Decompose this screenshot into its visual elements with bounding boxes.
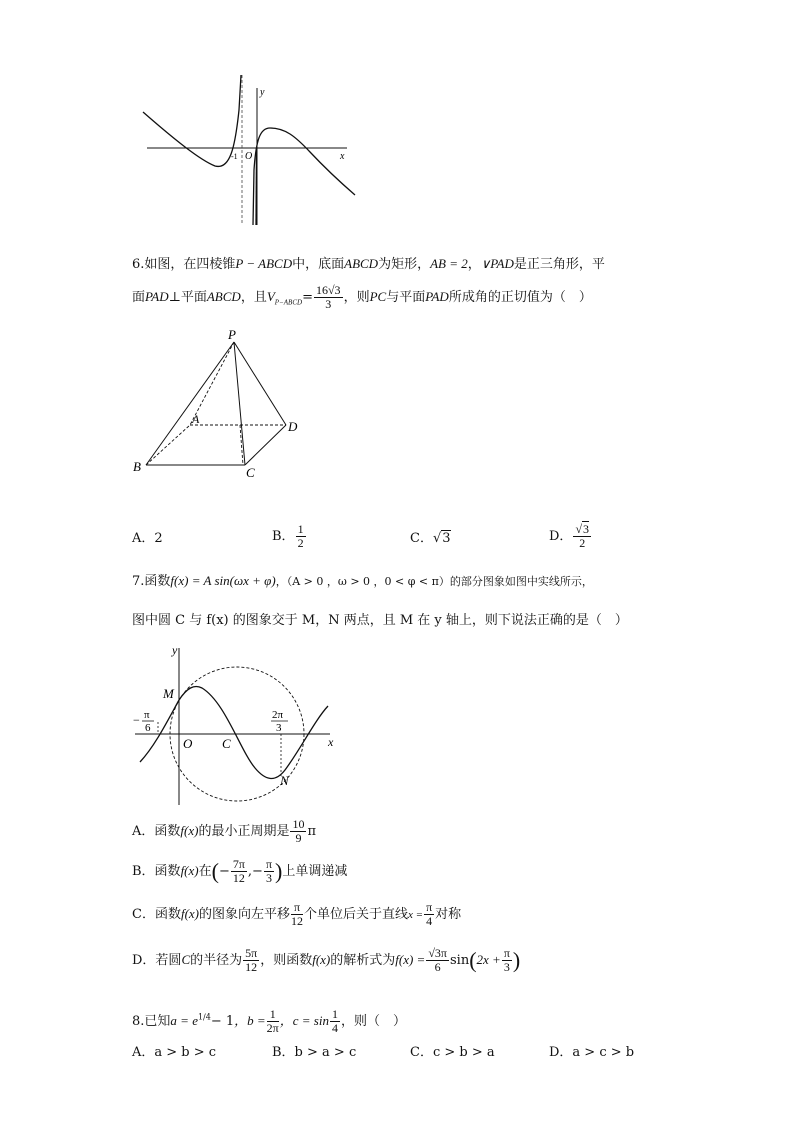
neg-sign: − xyxy=(133,713,140,727)
two-pi-num: 2π xyxy=(272,709,284,721)
q7-option-d[interactable]: D．若圆C的半径为 $\frac{5\pi}{12}$ ，则函数f(x)的解析式为f(x) = $\frac{√3\pi}{6}$ sin(2x + $\frac{\pi}{3}$ ) xyxy=(132,946,521,974)
neg-one-label: -1 xyxy=(231,152,238,161)
x-label: x xyxy=(328,735,334,749)
neg-pi-num: π xyxy=(144,709,150,721)
sine-circle-figure xyxy=(130,640,340,808)
q8-line: 8.已知$a = e^{1/4}- 1$，b = $\frac{1}{2\pi}$ ，c = sin $\frac{1}{4}$ ，则（ ） xyxy=(132,1007,406,1035)
q7-number: 7. xyxy=(132,574,145,589)
q6-option-c[interactable]: C．√3 xyxy=(410,531,451,546)
q6-line1: 6.如图，在四棱锥P − ABCD中，底面ABCD为矩形，AB = 2，∨PAD是正三角形，平 xyxy=(132,256,605,272)
point-m: M xyxy=(163,686,174,701)
vertex-a: A xyxy=(192,412,200,426)
x-label: x xyxy=(340,151,345,162)
center-c: C xyxy=(222,736,231,751)
q8-option-b[interactable]: B．b > a > c xyxy=(272,1045,357,1060)
function-graph-1 xyxy=(135,70,365,230)
q6-number: 6. xyxy=(132,257,145,272)
q7-option-c[interactable]: C．函数f(x)的图象向左平移 $\frac{\pi}{12}$ 个单位后关于直线x = $\frac{\pi}{4}$ 对称 xyxy=(132,900,462,928)
q8-option-d[interactable]: D．a > c > b xyxy=(549,1045,635,1060)
q6-option-b[interactable]: B． $\frac{1}{2}$ xyxy=(272,522,304,550)
vertex-p: P xyxy=(228,327,236,342)
q6-option-d[interactable]: D． $\frac{√3}{2}$ xyxy=(549,522,590,550)
q8-option-c[interactable]: C．c > b > a xyxy=(410,1045,495,1060)
q8-number: 8. xyxy=(132,1014,145,1029)
q6-line2: 面PAD⊥平面ABCD，且$V_{P-ABCD}=$ $\frac{16√3}{3}$ ，则PC与平面PAD所成角的正切值为（ ） xyxy=(132,283,592,311)
q7-line2: 图中圆 C 与 f(x) 的图象交于 M，N 两点，且 M 在 y 轴上，则下说法正确的是（ ） xyxy=(132,613,628,628)
q8-option-a[interactable]: A．a > b > c xyxy=(132,1045,217,1060)
left-branch-curve xyxy=(143,75,241,166)
q7-line1: 7.函数f(x) = A sin(ωx + φ)，（A > 0 ，ω > 0 ，0 < φ < π）的部分图象如图中实线所示， xyxy=(132,573,593,589)
q6-option-a[interactable]: A．2 xyxy=(132,531,163,546)
vertex-b: B xyxy=(133,459,141,474)
vertex-c: C xyxy=(246,465,255,480)
pyramid-figure xyxy=(130,325,310,485)
q7-option-a[interactable]: A．函数f(x)的最小正周期是 $\frac{10}{9}$ π xyxy=(132,817,316,845)
vertex-d: D xyxy=(288,419,298,434)
two-pi-den: 3 xyxy=(276,722,282,734)
origin-label: O xyxy=(183,736,193,751)
point-n: N xyxy=(280,773,289,788)
y-label: y xyxy=(260,87,265,98)
neg-pi-den: 6 xyxy=(145,722,151,734)
origin-label: O xyxy=(245,151,253,162)
right-branch-curve xyxy=(253,128,355,225)
q7-option-b[interactable]: B．函数f(x)在(− $\frac{7\pi}{12}$ ,− $\frac{\pi}{3}$ )上单调递减 xyxy=(132,857,348,885)
y-label: y xyxy=(172,643,178,657)
